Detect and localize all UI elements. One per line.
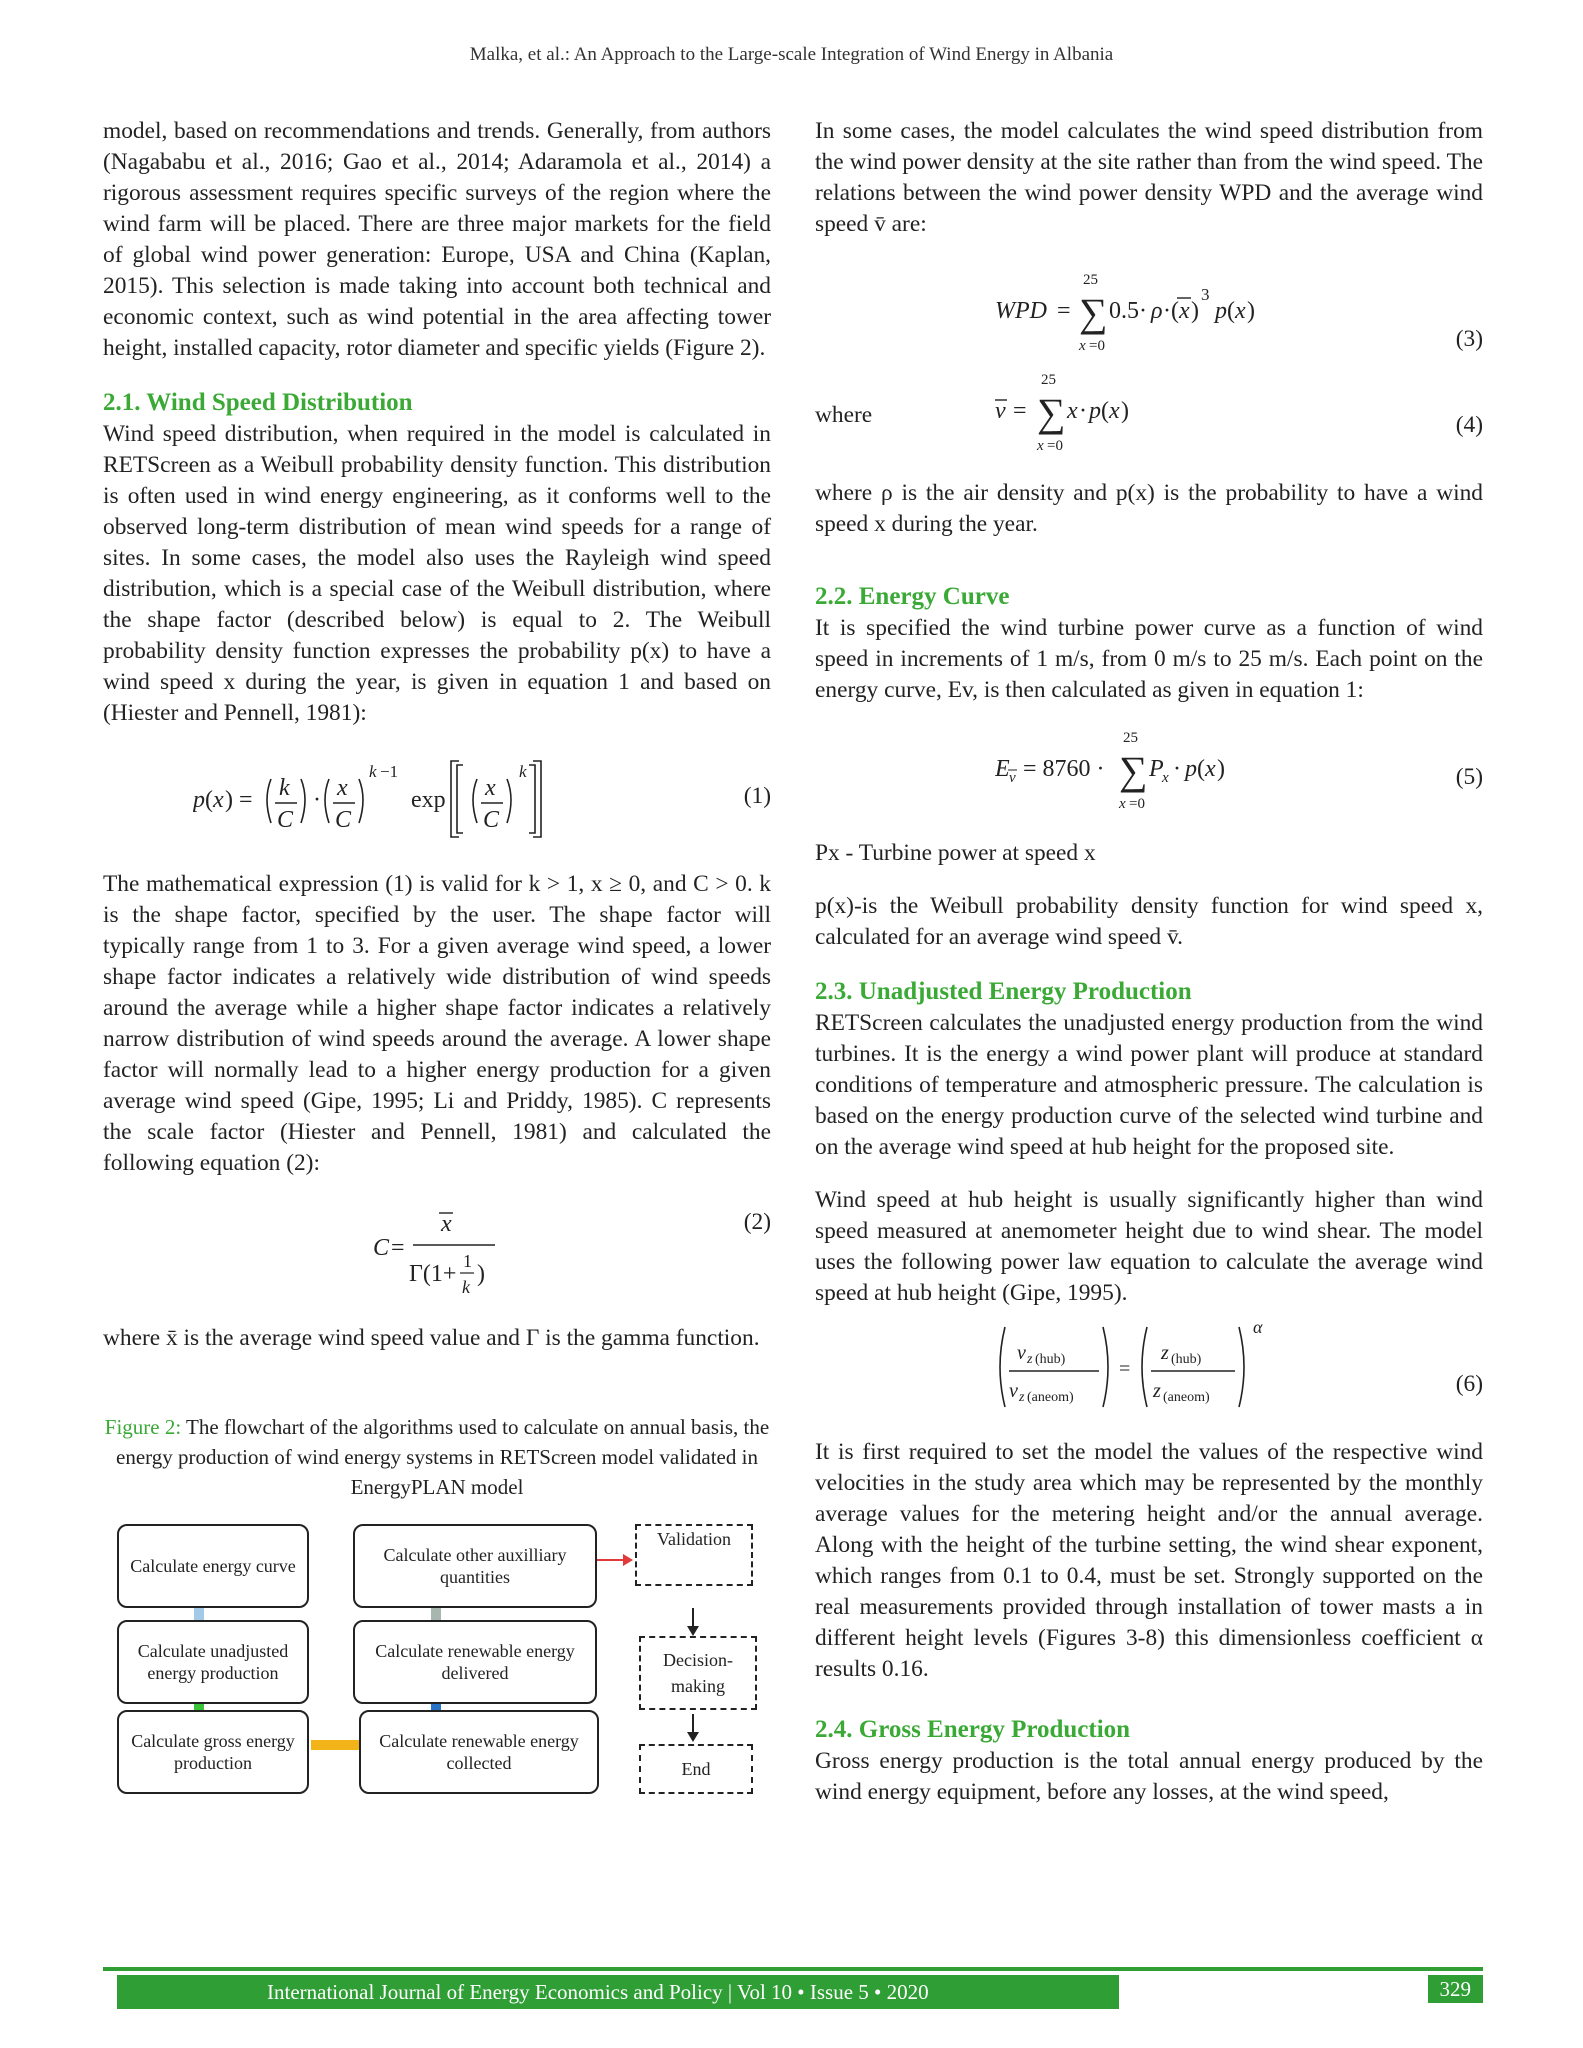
svg-text:p: p (193, 787, 205, 813)
svg-text:=0: =0 (1047, 438, 1063, 454)
svg-text:−1: −1 (380, 762, 399, 781)
svg-text:): ) (477, 1261, 485, 1287)
svg-text:x: x (213, 787, 224, 813)
figure-2-label: Figure 2: (104, 1415, 182, 1439)
svg-text:(: ( (1227, 298, 1235, 324)
flow-end: End (639, 1744, 753, 1794)
svg-text:x: x (1162, 770, 1169, 786)
flow-box-gross-energy: Calculate gross energy production (117, 1710, 309, 1794)
svg-text:): ) (1217, 756, 1225, 782)
svg-text:WPD: WPD (995, 298, 1047, 324)
where-label: where (815, 402, 873, 428)
equation-3-formula (995, 270, 1315, 356)
arrow-to-validation (593, 1550, 633, 1570)
svg-text:): ) (1191, 298, 1199, 324)
equation-5 (815, 728, 1483, 814)
section-2-1-paragraph-3: where x̄ is the average wind speed value and Γ is the gamma function. (103, 1325, 760, 1351)
svg-text:3: 3 (1201, 285, 1210, 304)
section-2-1-title: 2.1. Wind Speed Distribution (103, 389, 413, 416)
svg-text:x: x (1079, 338, 1086, 354)
section-2-4-title: 2.4. Gross Energy Production (815, 1716, 1131, 1743)
svg-text:(: ( (1197, 756, 1205, 782)
figure-2-flowchart (103, 1524, 771, 1824)
svg-text:k: k (279, 775, 290, 801)
svg-text:·: · (1079, 398, 1087, 424)
svg-text:(aneom): (aneom) (1163, 1390, 1210, 1405)
svg-text:(: ( (205, 787, 213, 813)
svg-text:z: z (1027, 1352, 1033, 1367)
svg-text:p: p (1185, 756, 1197, 782)
pxx-definition: p(x)-is the Weibull probability density function for wind speed x, calculated for an average wind speed v̄. (815, 893, 1483, 950)
svg-text:25: 25 (1083, 272, 1098, 288)
svg-text:P: P (1149, 756, 1164, 782)
flow-box-energy-curve: Calculate energy curve (117, 1524, 309, 1608)
equation-5-number: (5) (1455, 764, 1483, 790)
svg-text:): ) (1121, 398, 1129, 424)
flow-validation: Validation (635, 1524, 753, 1586)
svg-text:v: v (1009, 1380, 1018, 1402)
svg-text:∑: ∑ (1079, 290, 1108, 335)
section-2-2-paragraph-1: It is specified the wind turbine power curve as a function of wind speed in increments of 1 m/s, from 0 m/s to 25 m/s. Each point on the energy curve, Ev, is then calculated as given in equation 1: (815, 615, 1483, 703)
flow-decision-making: Decision-making (639, 1636, 757, 1710)
figure-2-caption (103, 1412, 771, 1502)
right-column (815, 116, 1483, 1830)
flow-box-energy-delivered: Calculate renewable energy delivered (353, 1620, 597, 1704)
equation-4-number: (4) (1455, 412, 1483, 438)
svg-text:·(: ·( (1163, 298, 1179, 324)
svg-text:v: v (1009, 770, 1016, 786)
svg-text:∑: ∑ (1037, 390, 1066, 435)
svg-text:=: = (1119, 1358, 1131, 1380)
svg-text:=0: =0 (1129, 796, 1145, 812)
equation-1-formula (193, 751, 753, 847)
equation-6 (815, 1319, 1483, 1415)
equation-4-formula (995, 370, 1175, 456)
svg-text:x: x (1037, 438, 1044, 454)
svg-text:p: p (1215, 298, 1227, 324)
section-2-3-title: 2.3. Unadjusted Energy Production (815, 978, 1192, 1005)
svg-text:x: x (1205, 756, 1216, 782)
footer-journal-bar: International Journal of Energy Economics and Policy | Vol 10 • Issue 5 • 2020 (117, 1975, 1119, 2009)
svg-text:p: p (1089, 398, 1101, 424)
svg-text:(: ( (1101, 398, 1109, 424)
svg-text:C: C (277, 807, 294, 833)
section-2-3-paragraph-3: It is first required to set the model the values of the respective wind velocities in the study area which may be represented by the monthly average values for the metering height and/or the annual average. Along with the height of the turbine setting, the wind shear exponent, which ranges from 0.1 to 0.4, must be set. Strongly supported on the real measurements provided through installation of tower masts a in different height levels (Figures 3-8) this dimensionless coefficient α results 0.16. (815, 1439, 1483, 1682)
arrow-to-end (683, 1714, 703, 1744)
svg-text:z: z (1019, 1390, 1025, 1405)
svg-text:x: x (1235, 298, 1246, 324)
svg-text:0.5·: 0.5· (1109, 298, 1147, 324)
arrow-to-decision (683, 1608, 703, 1638)
svg-text:E: E (995, 756, 1010, 782)
section-2-1-paragraph-1: Wind speed distribution, when required in the model is calculated in RETScreen as a Weibull probability density function. This distribution is often used in wind energy engineering, as it conforms well to the observed long-term distribution of mean wind speeds for a range of sites. In some cases, the model also uses the Rayleigh wind speed distribution, which is a special case of the Weibull distribution, where the shape factor (described below) is equal to 2. The Weibull probability density function expresses the probability p(x) to have a wind speed x during the year, is given in equation 1 and based on (Hiester and Pennell, 1981): (103, 421, 771, 726)
svg-text:Γ(1+: Γ(1+ (409, 1261, 457, 1287)
svg-text:x: x (1179, 298, 1190, 324)
svg-text:k: k (519, 762, 527, 781)
svg-text:=0: =0 (1089, 338, 1105, 354)
flow-box-unadjusted-energy: Calculate unadjusted energy production (117, 1620, 309, 1704)
equation-2-number: (2) (743, 1209, 771, 1235)
flow-box-energy-collected: Calculate renewable energy collected (359, 1710, 599, 1794)
px-definition: Px - Turbine power at speed x (815, 840, 1096, 866)
svg-text:·: · (1173, 756, 1181, 782)
svg-text:C: C (335, 807, 352, 833)
connector-3-6 (311, 1740, 361, 1750)
svg-text:α: α (1253, 1319, 1263, 1337)
svg-text:v: v (995, 398, 1006, 424)
svg-text:1: 1 (463, 1251, 472, 1271)
svg-text:=: = (1057, 298, 1071, 324)
figure-2-caption-text: The flowchart of the algorithms used to calculate on annual basis, the energy production of wind energy systems in RETScreen model validated in EnergyPLAN model (116, 1415, 770, 1499)
section-2-3-paragraph-2: Wind speed at hub height is usually significantly higher than wind speed measured at anemometer height due to wind shear. The model uses the following power law equation to calculate the average wind speed at hub height (Gipe, 1995). (815, 1187, 1483, 1306)
svg-text:): ) (1247, 298, 1255, 324)
svg-text:v: v (1017, 1342, 1026, 1364)
equation-5-formula (995, 728, 1275, 814)
intro-paragraph: model, based on recommendations and trends. Generally, from authors (Nagababu et al., 2016; Gao et al., 2014; Adaramola et al., 2014) a rigorous assessment requires specific surveys of the region where the wind farm will be placed. There are three major markets for the field of global wind power generation: Europe, USA and China (Kaplan, 2015). This selection is made taking into account both technical and economic context, such as wind potential in the area affecting tower height, installed capacity, rotor diameter and specific yields (Figure 2). (103, 118, 771, 361)
svg-text:25: 25 (1123, 730, 1138, 746)
right-paragraph-2: where ρ is the air density and p(x) is the probability to have a wind speed x during the year. (815, 480, 1483, 537)
svg-text:z: z (1153, 1380, 1161, 1402)
right-paragraph-1: In some cases, the model calculates the wind speed distribution from the wind power density at the site rather than from the wind speed. The relations between the wind power density WPD and the average wind speed v̄ are: (815, 118, 1483, 237)
svg-text:=: = (391, 1235, 405, 1261)
svg-text:(hub): (hub) (1035, 1352, 1066, 1367)
equation-2 (103, 1201, 771, 1301)
page-footer (103, 1967, 1483, 2011)
equation-1 (103, 751, 771, 847)
svg-text:C: C (373, 1235, 390, 1261)
svg-text:x: x (1067, 398, 1078, 424)
svg-text:∑: ∑ (1119, 748, 1148, 793)
svg-text:k: k (462, 1277, 470, 1297)
equation-1-number: (1) (743, 783, 771, 809)
equation-3-number: (3) (1455, 326, 1483, 352)
section-2-2-title: 2.2. Energy Curve (815, 583, 1010, 610)
svg-text:exp: exp (411, 787, 446, 813)
svg-text:x: x (1109, 398, 1120, 424)
svg-text:= 8760 ·: = 8760 · (1023, 756, 1105, 782)
svg-text:z: z (1161, 1342, 1169, 1364)
svg-text:k: k (369, 762, 377, 781)
flow-box-auxiliary-quantities: Calculate other auxilliary quantities (353, 1524, 597, 1608)
equation-2-formula (373, 1201, 573, 1301)
svg-text:x: x (337, 775, 348, 801)
svg-text:x: x (485, 775, 496, 801)
left-column (103, 116, 771, 1824)
svg-text:) =: ) = (225, 787, 253, 813)
equation-6-formula (995, 1319, 1295, 1415)
equation-4 (815, 370, 1483, 456)
equation-3 (815, 270, 1483, 356)
svg-text:x: x (1119, 796, 1126, 812)
svg-text:C: C (483, 807, 500, 833)
section-2-3-paragraph-1: RETScreen calculates the unadjusted energy production from the wind turbines. It is the energy a wind power plant will produce at standard conditions of temperature and atmospheric pressure. The calculation is based on the energy production curve of the selected wind turbine and on the average wind speed at hub height for the proposed site. (815, 1010, 1483, 1160)
svg-text:(aneom): (aneom) (1027, 1390, 1074, 1405)
svg-text:ρ: ρ (1151, 298, 1163, 324)
running-header: Malka, et al.: An Approach to the Large-scale Integration of Wind Energy in Albania (469, 44, 1114, 65)
section-2-4-paragraph-1: Gross energy production is the total annual energy produced by the wind energy equipment, before any losses, at the wind speed, (815, 1748, 1483, 1805)
svg-text:·: · (313, 787, 321, 813)
svg-text:=: = (1013, 398, 1027, 424)
svg-text:x: x (441, 1211, 452, 1237)
svg-text:(hub): (hub) (1171, 1352, 1202, 1367)
section-2-1-paragraph-2: The mathematical expression (1) is valid for k > 1, x ≥ 0, and C > 0. k is the shape factor, specified by the user. The shape factor will typically range from 1 to 3. For a given average wind speed, a lower shape factor indicates a relatively wide distribution of wind speeds around the average while a higher shape factor indicates a relatively narrow distribution of wind speeds around the average. A lower shape factor will normally lead to a higher energy production for a given average wind speed (Gipe, 1995; Li and Priddy, 1985). C represents the scale factor (Hiester and Pennell, 1981) and calculated the following equation (2): (103, 871, 771, 1176)
equation-6-number: (6) (1455, 1371, 1483, 1397)
svg-text:25: 25 (1041, 372, 1056, 388)
page-number: 329 (1428, 1975, 1484, 2003)
